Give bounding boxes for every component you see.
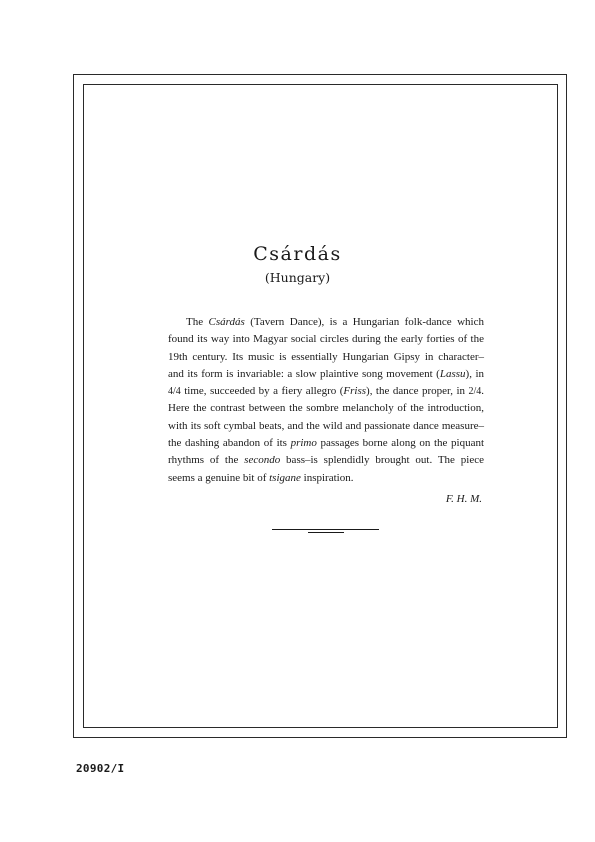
text-segment: . Here the contrast between the sombre melancholy of the introduction, with its soft cymbal beats, and the wild and passionate dance measure– the dashing abandon of its — [168, 385, 485, 450]
author-initials: F. H. M. — [445, 493, 482, 505]
italic-term: Friss — [343, 385, 367, 398]
text-segment: time, succeeded by a fiery allegro ( — [180, 385, 344, 398]
italic-term: tsigane — [269, 471, 301, 484]
divider-rule-short — [308, 532, 344, 533]
text-segment: ), the dance proper, in — [366, 385, 469, 398]
text-segment: The — [186, 316, 209, 328]
time-signature: 4/4 — [168, 386, 181, 398]
page-subtitle: (Hungary) — [264, 270, 331, 285]
italic-term: Lassu — [439, 367, 466, 380]
divider-rule — [272, 529, 379, 530]
italic-term: secondo — [244, 454, 281, 467]
text-segment: bass–is splendidly brought out. The piece seems a genuine bit of — [168, 454, 484, 484]
italic-term: Csárdás — [208, 316, 245, 328]
page-title: Csárdás — [253, 243, 342, 265]
plate-number: 20902/I — [76, 762, 125, 775]
text-segment: (Tavern Dance), is a Hungarian folk-dance which found its way into Magyar social circles during the early forties of the 19th century. Its music is essentially Hungarian Gipsy in character– and its form is invariable: a slow plaintive song movement ( — [168, 316, 484, 380]
text-segment: ), in — [465, 367, 484, 380]
italic-term: primo — [290, 437, 317, 450]
text-segment: passages borne along on the piquant rhythms of the — [168, 437, 485, 467]
description-paragraph — [168, 314, 484, 487]
time-signature: 2/4 — [468, 386, 482, 398]
text-segment: inspiration. — [300, 471, 354, 484]
